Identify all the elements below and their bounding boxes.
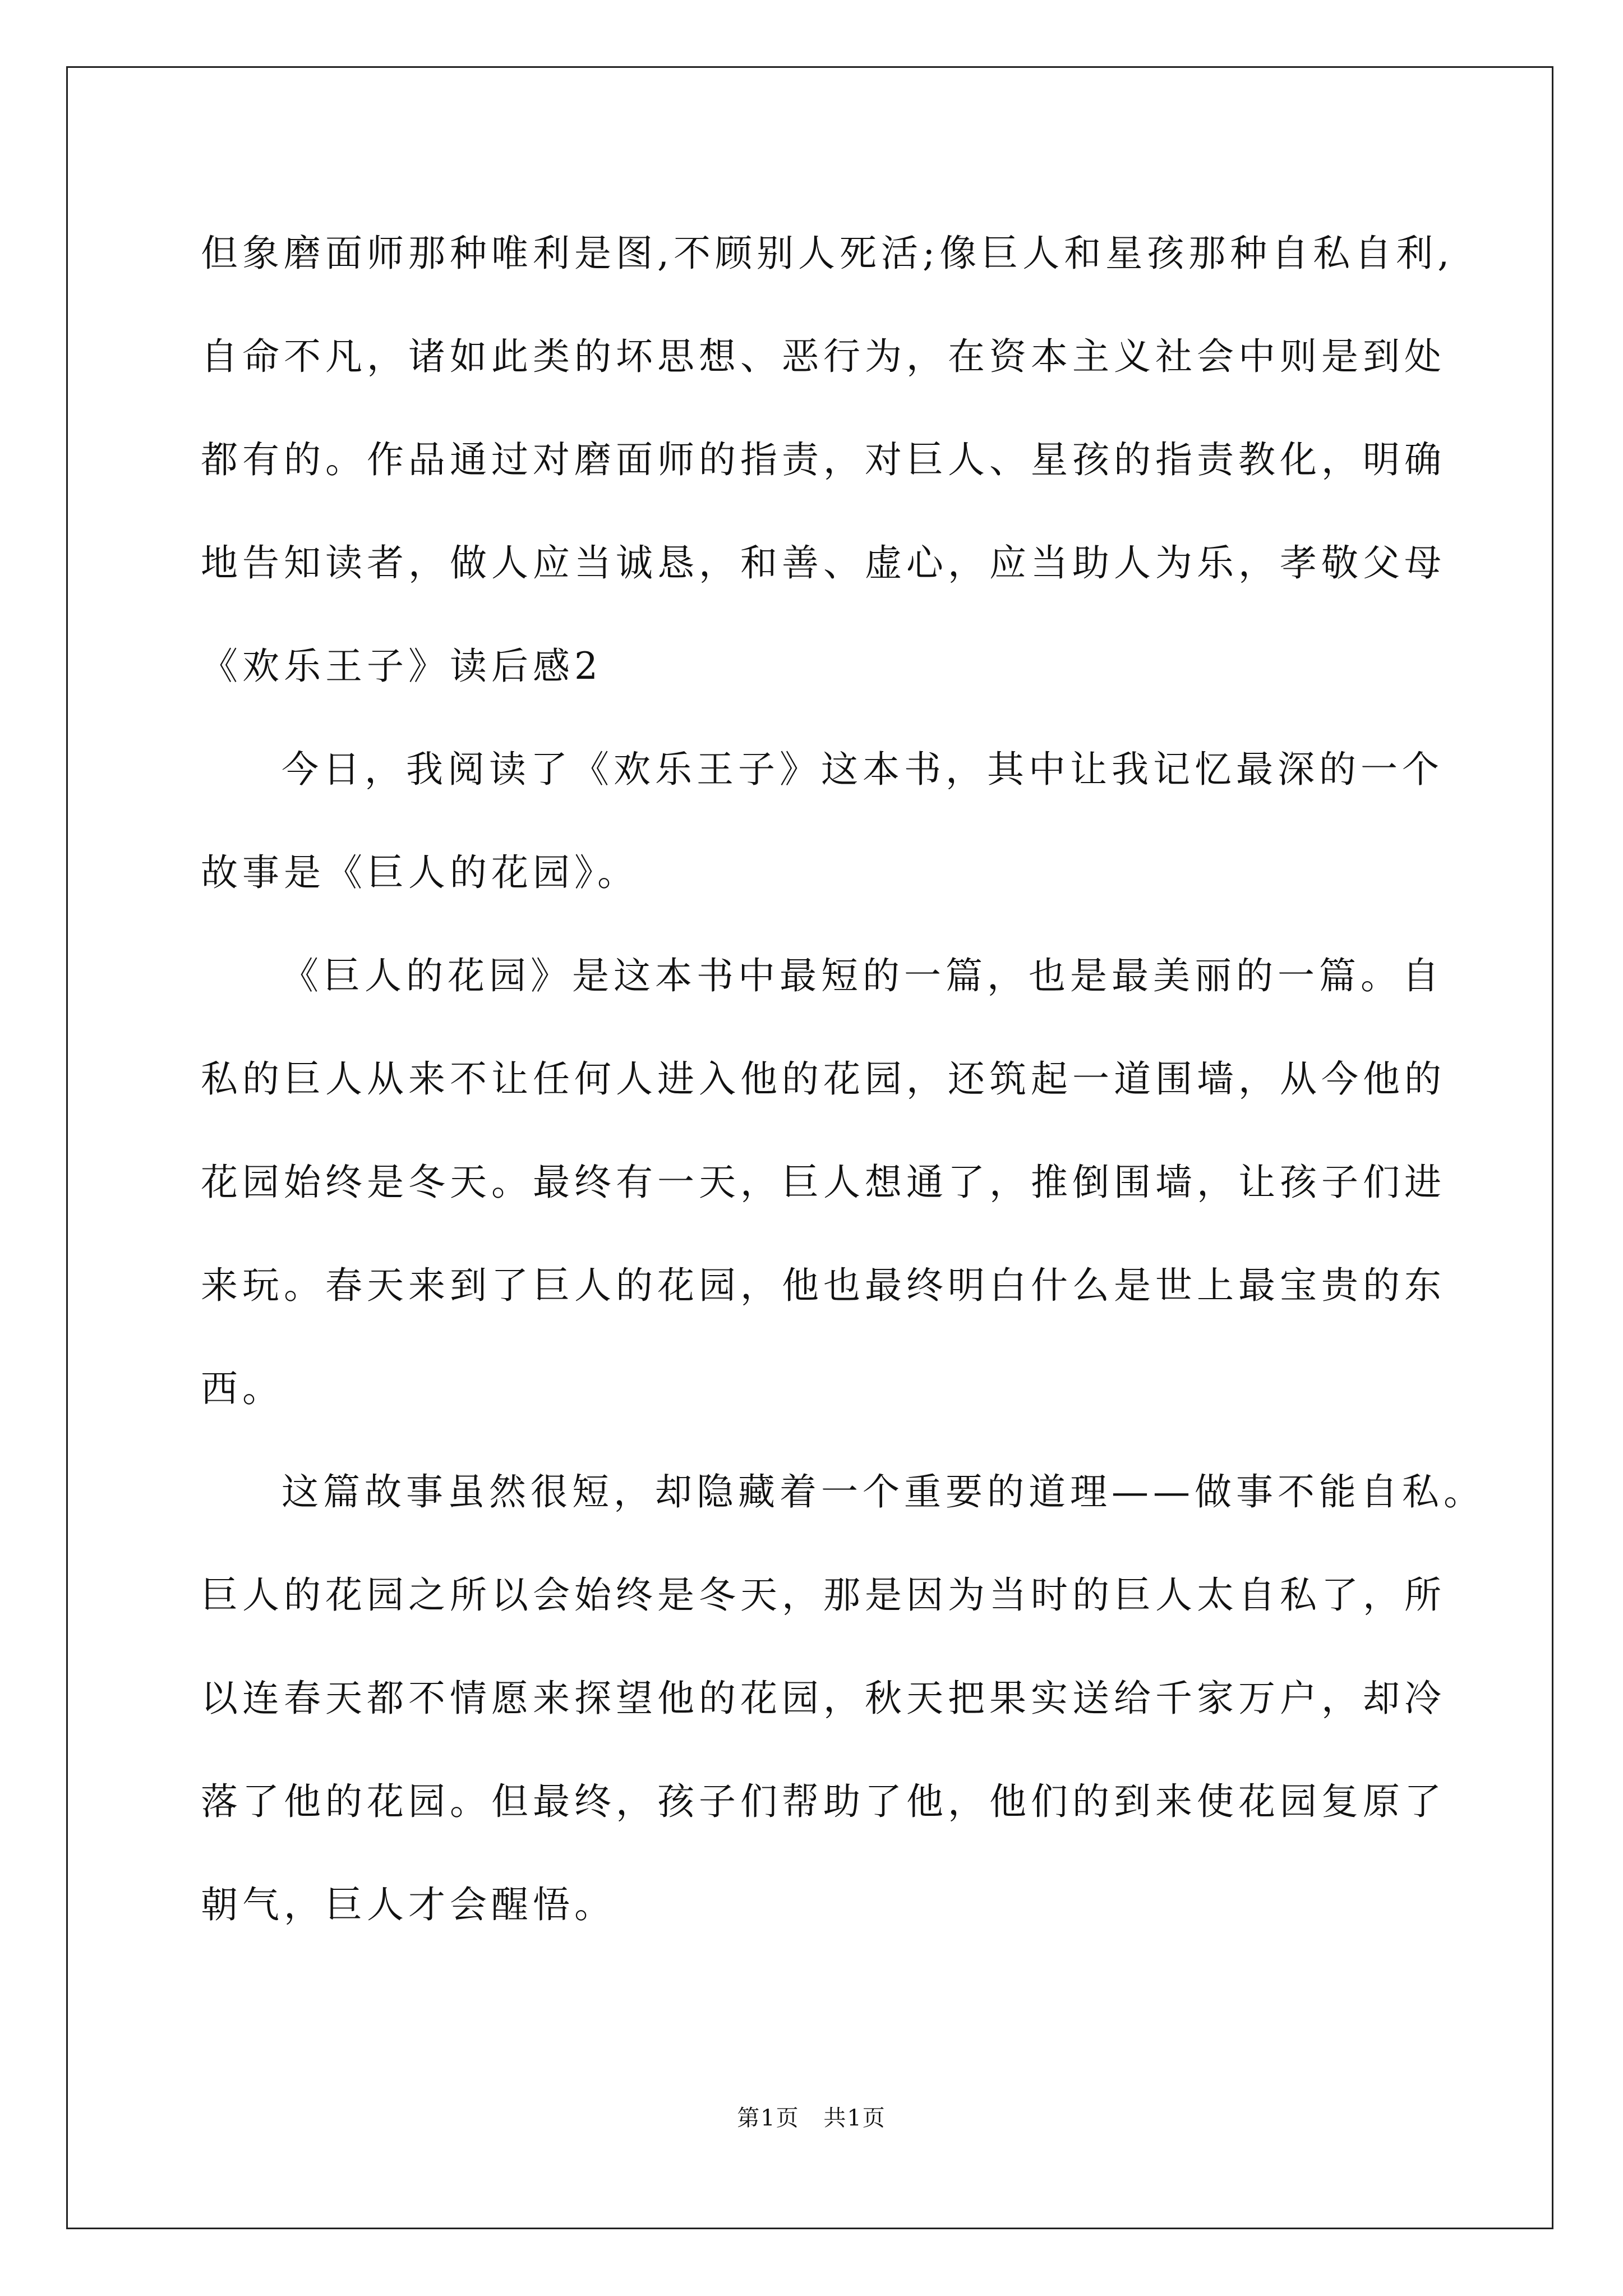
text-line-17: 朝气，巨人才会醒悟。: [201, 1883, 616, 1926]
text-line-16: 落了他的花园。但最终，孩子们帮助了他，他们的到来使花园复原了: [201, 1780, 1446, 1823]
text-line-2: 自命不凡，诸如此类的坏思想、恶行为，在资本主义社会中则是到处: [201, 335, 1446, 378]
text-line-10: 花园始终是冬天。最终有一天，巨人想通了，推倒围墙，让孩子们进: [201, 1161, 1446, 1204]
text-line-15: 以连春天都不情愿来探望他的花园，秋天把果实送给千家万户，却冷: [201, 1677, 1446, 1720]
text-line-9: 私的巨人从来不让任何人进入他的花园，还筑起一道围墙，从今他的: [201, 1057, 1446, 1101]
page-footer: [0, 2100, 1623, 2132]
text-line-13: 这篇故事虽然很短，却隐藏着一个重要的道理——做事不能自私。: [282, 1470, 1485, 1513]
text-line-3: 都有的。作品通过对磨面师的指责，对巨人、星孩的指责教化，明确: [201, 438, 1446, 481]
page-number-current: 第1页: [737, 2105, 800, 2131]
page-number-total: 共1页: [823, 2105, 886, 2131]
text-line-7: 故事是《巨人的花园》。: [201, 851, 639, 894]
text-line-12: 西。: [201, 1367, 284, 1410]
document-body: [201, 202, 1485, 1957]
text-line-6: 今日，我阅读了《欢乐王子》这本书，其中让我记忆最深的一个: [282, 748, 1444, 791]
text-line-11: 来玩。春天来到了巨人的花园，他也最终明白什么是世上最宝贵的东: [201, 1264, 1446, 1307]
text-line-1: 但象磨面师那种唯利是图,不顾别人死活;像巨人和星孩那种自私自利,: [201, 232, 1454, 275]
section-heading: 《欢乐王子》读后感2: [201, 645, 602, 688]
text-line-8: 《巨人的花园》是这本书中最短的一篇，也是最美丽的一篇。自: [282, 954, 1444, 997]
text-line-4: 地告知读者，做人应当诚恳，和善、虚心，应当助人为乐，孝敬父母: [201, 541, 1446, 585]
text-line-14: 巨人的花园之所以会始终是冬天，那是因为当时的巨人太自私了，所: [201, 1573, 1446, 1617]
